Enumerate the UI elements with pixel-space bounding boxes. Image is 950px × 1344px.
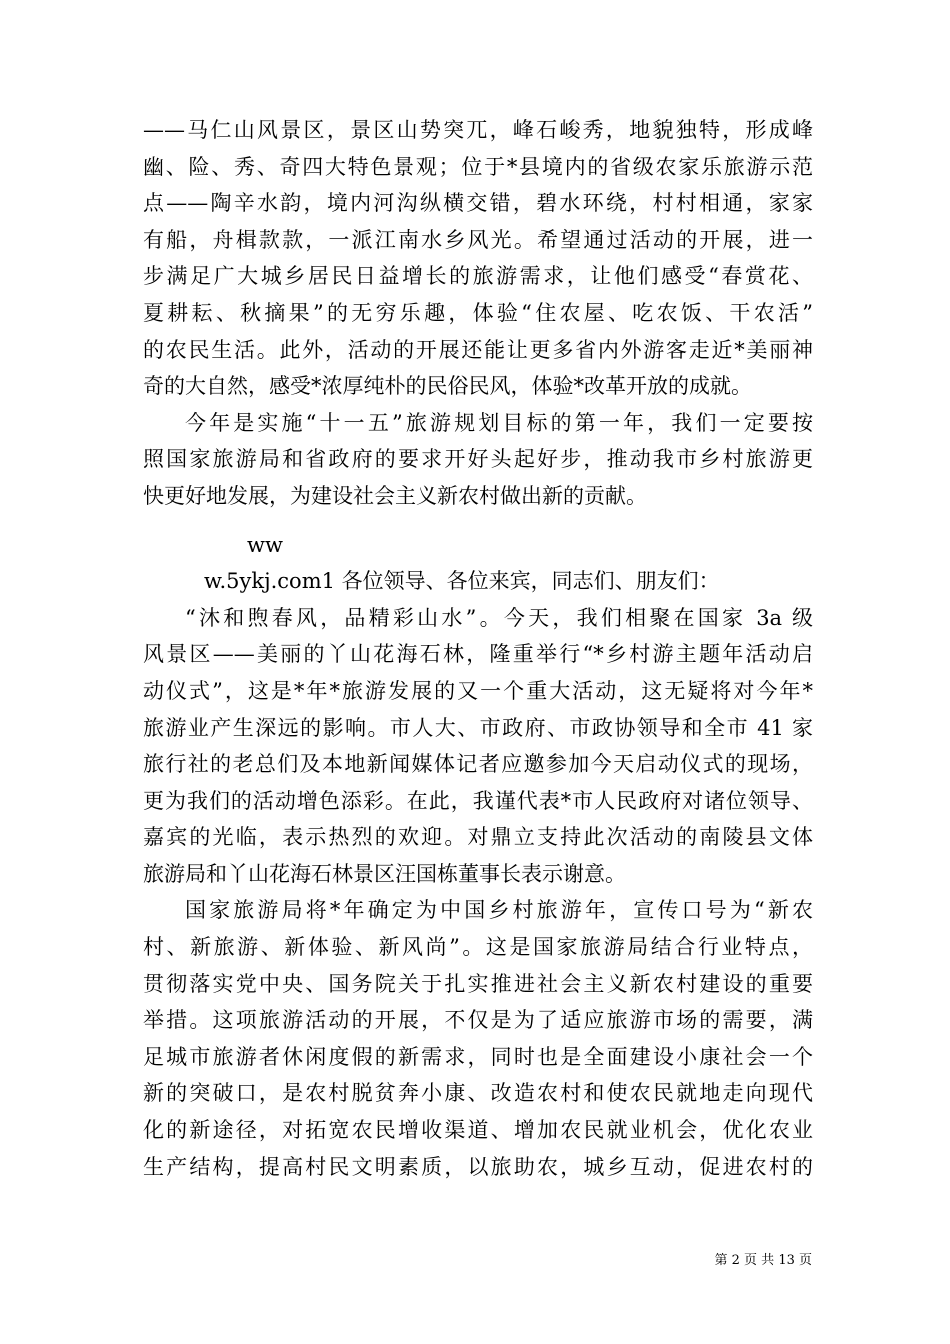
text-line: 风景区——美丽的丫山花海石林，隆重举行“*乡村游主题年活动启 xyxy=(143,642,813,667)
text-line: 幽、险、秀、奇四大特色景观；位于*县境内的省级农家乐旅游示范 xyxy=(143,154,813,179)
body-text xyxy=(143,112,813,1185)
text-line: 旅游局和丫山花海石林景区汪国栋董事长表示谢意。 xyxy=(143,861,626,886)
page-number: 第 2 页 共 13 页 xyxy=(714,1253,812,1268)
text-line: 生产结构，提高村民文明素质，以旅助农，城乡互动，促进农村的 xyxy=(143,1154,813,1179)
text-line: 照国家旅游局和省政府的要求开好头起好步，推动我市乡村旅游更 xyxy=(143,447,813,472)
text-line: ——马仁山风景区，景区山势突兀，峰石峻秀，地貌独特，形成峰 xyxy=(143,118,813,142)
text-line: 更为我们的活动增色添彩。在此，我谨代表*市人民政府对诸位领导、 xyxy=(143,788,813,813)
text-line: 的农民生活。此外，活动的开展还能让更多省内外游客走近*美丽神 xyxy=(143,337,813,362)
text-line: 贯彻落实党中央、国务院关于扎实推进社会主义新农村建设的重要 xyxy=(143,971,813,996)
text-line: 旅行社的老总们及本地新闻媒体记者应邀参加今天启动仪式的现场， xyxy=(143,752,813,777)
text-line: 动仪式”，这是*年*旅游发展的又一个重大活动，这无疑将对今年* xyxy=(143,678,813,703)
text-line: 村、新旅游、新体验、新风尚”。这是国家旅游局结合行业特点， xyxy=(143,935,813,960)
text-line: 奇的大自然，感受*浓厚纯朴的民俗民风，体验*改革开放的成就。 xyxy=(143,374,752,399)
text-line: 足城市旅游者休闲度假的新需求，同时也是全面建设小康社会一个 xyxy=(143,1044,813,1069)
text-line: ww xyxy=(247,532,283,557)
text-line: 夏耕耘、秋摘果”的无穷乐趣，体验“住农屋、吃农饭、干农活” xyxy=(143,300,813,325)
text-line: 嘉宾的光临，表示热烈的欢迎。对鼎立支持此次活动的南陵县文体 xyxy=(143,825,813,850)
text-line: 快更好地发展，为建设社会主义新农村做出新的贡献。 xyxy=(143,483,647,508)
text-line: 步满足广大城乡居民日益增长的旅游需求，让他们感受“春赏花、 xyxy=(143,264,813,289)
text-line: 点——陶辛水韵，境内河沟纵横交错，碧水环绕，村村相通，家家 xyxy=(143,191,813,216)
text-line: w.5ykj.com1 各位领导、各位来宾，同志们、朋友们： xyxy=(204,569,720,594)
text-line: 新的突破口，是农村脱贫奔小康、改造农村和使农民就地走向现代 xyxy=(143,1081,813,1106)
text-line: 有船，舟楫款款，一派江南水乡风光。希望通过活动的开展，进一 xyxy=(143,227,813,252)
text-line: “沐和煦春风，品精彩山水”。今天，我们相聚在国家 3a 级 xyxy=(185,605,813,630)
text-line: 化的新途径，对拓宽农民增收渠道、增加农民就业机会，优化农业 xyxy=(143,1118,813,1143)
text-line: 举措。这项旅游活动的开展，不仅是为了适应旅游市场的需要，满 xyxy=(143,1008,813,1033)
text-line: 今年是实施“十一五”旅游规划目标的第一年，我们一定要按 xyxy=(185,410,813,435)
text-line: 旅游业产生深远的影响。市人大、市政府、市政协领导和全市 41 家 xyxy=(143,715,813,740)
text-line: 国家旅游局将*年确定为中国乡村旅游年，宣传口号为“新农 xyxy=(185,898,813,923)
